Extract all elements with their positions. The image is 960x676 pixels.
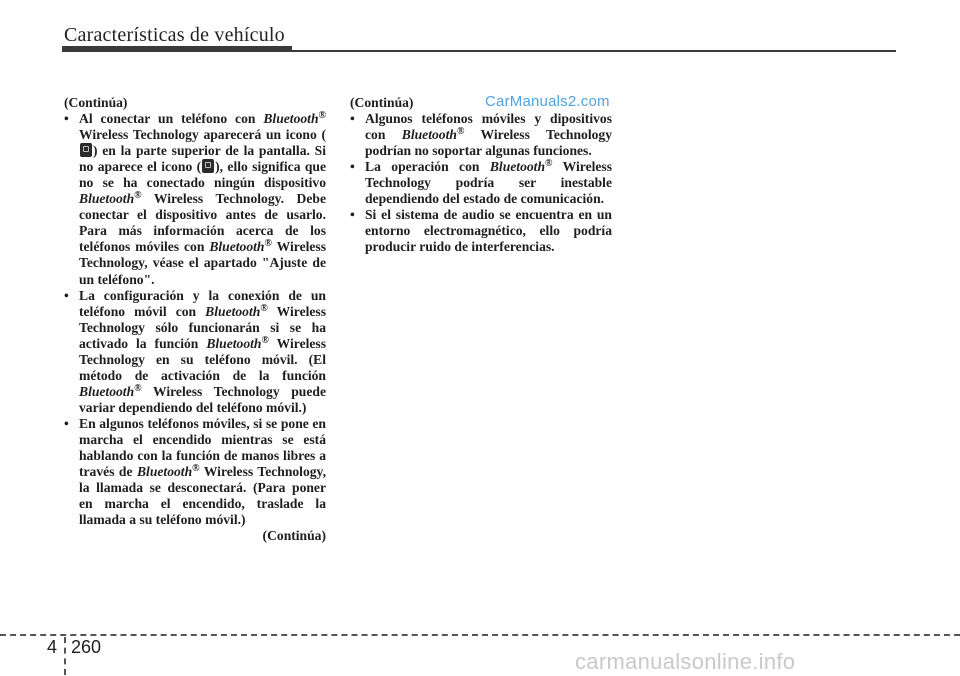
brand-name: Bluetooth — [489, 159, 546, 175]
bullet: • — [64, 415, 69, 431]
bullet: • — [350, 207, 355, 223]
brand-name: Bluetooth — [206, 335, 262, 351]
registered-mark: ® — [545, 158, 553, 170]
bluetooth-phone-icon — [202, 159, 214, 173]
list-item — [350, 159, 612, 207]
registered-mark: ® — [456, 126, 465, 138]
page-number: 260 — [71, 637, 102, 657]
bullet: • — [64, 287, 69, 303]
text-segment: Wireless Technology sólo funcionarán si se ha activado la función — [79, 303, 326, 351]
list-item — [350, 207, 612, 255]
registered-mark: ® — [260, 302, 268, 314]
continued-label: (Continúa) — [350, 95, 414, 110]
text-segment: La operación con — [365, 159, 490, 175]
registered-mark: ® — [192, 463, 200, 475]
brand-name: Bluetooth — [209, 239, 265, 255]
continues-label: (Continúa) — [262, 528, 326, 544]
list-item — [64, 111, 326, 288]
bluetooth-phone-icon — [80, 143, 92, 157]
text-segment: Wireless Technology podrían no soportar algunas funciones. — [365, 127, 612, 159]
text-segment: ), ello significa que no se ha conectado ningún dispositivo — [79, 159, 327, 191]
brand-name: Bluetooth — [401, 127, 457, 143]
registered-mark: ® — [318, 110, 326, 122]
chapter-number: 4 — [47, 637, 58, 657]
section-title: Características de vehículo — [64, 24, 285, 46]
list-item — [350, 111, 612, 159]
footer-divider — [64, 637, 66, 675]
registered-mark: ® — [261, 334, 269, 346]
list-item — [64, 288, 326, 416]
text-segment: Wireless Technology. Debe conectar el dispositivo antes de usarlo. Para más información acerca de los teléfonos móviles con — [79, 191, 326, 255]
registered-mark: ® — [134, 382, 142, 394]
bullet: • — [64, 111, 69, 127]
registered-mark: ® — [134, 190, 142, 202]
text-segment: Wireless Technology aparecerá un icono ( — [79, 127, 326, 143]
left-column — [64, 95, 326, 544]
watermark-carmanualsonline: carmanualsonline.info — [575, 649, 796, 674]
text-segment: Wireless Technology, véase el apartado "Ajuste de un teléfono". — [79, 239, 326, 287]
footer-dashed-rule — [0, 634, 960, 636]
continued-label: (Continúa) — [64, 95, 128, 110]
brand-name: Bluetooth — [263, 111, 319, 127]
text-segment: La configuración y la conexión de un teléfono móvil con — [79, 287, 326, 319]
text-segment: Algunos teléfonos móviles y dipositivos con — [365, 111, 612, 143]
brand-name: Bluetooth — [79, 383, 135, 399]
list-item — [64, 416, 326, 528]
text-segment: En algunos teléfonos móviles, si se pone en marcha el encendido mientras se está hablando con la función de manos libres a través de — [79, 415, 326, 480]
text-segment: Wireless Technology en su teléfono móvil. (El método de activación de la función — [79, 335, 326, 383]
right-column — [350, 95, 612, 255]
bullet: • — [350, 111, 355, 127]
brand-name: Bluetooth — [136, 464, 193, 480]
text-segment: Wireless Technology puede variar dependiendo del teléfono móvil.) — [79, 383, 326, 415]
header-rule — [62, 50, 896, 52]
brand-name: Bluetooth — [79, 191, 135, 207]
bullet: • — [350, 159, 355, 175]
watermark-carmanuals2: CarManuals2.com — [485, 93, 610, 110]
text-segment: Si el sistema de audio se encuentra en un entorno electromagnético, ello podría producir ruido de interferencias. — [365, 207, 612, 255]
text-segment: ) en la parte superior de la pantalla. Si no aparece el icono ( — [79, 143, 326, 175]
text-segment: Wireless Technology podría ser inestable dependiendo del estado de comunicación. — [365, 159, 612, 207]
registered-mark: ® — [264, 238, 272, 250]
brand-name: Bluetooth — [205, 303, 261, 319]
text-segment: Al conectar un teléfono con — [79, 111, 264, 127]
text-segment: Wireless Technology, la llamada se desconectará. (Para poner en marcha el encendido, traslade la llamada a su teléfono móvil.) — [79, 464, 326, 528]
